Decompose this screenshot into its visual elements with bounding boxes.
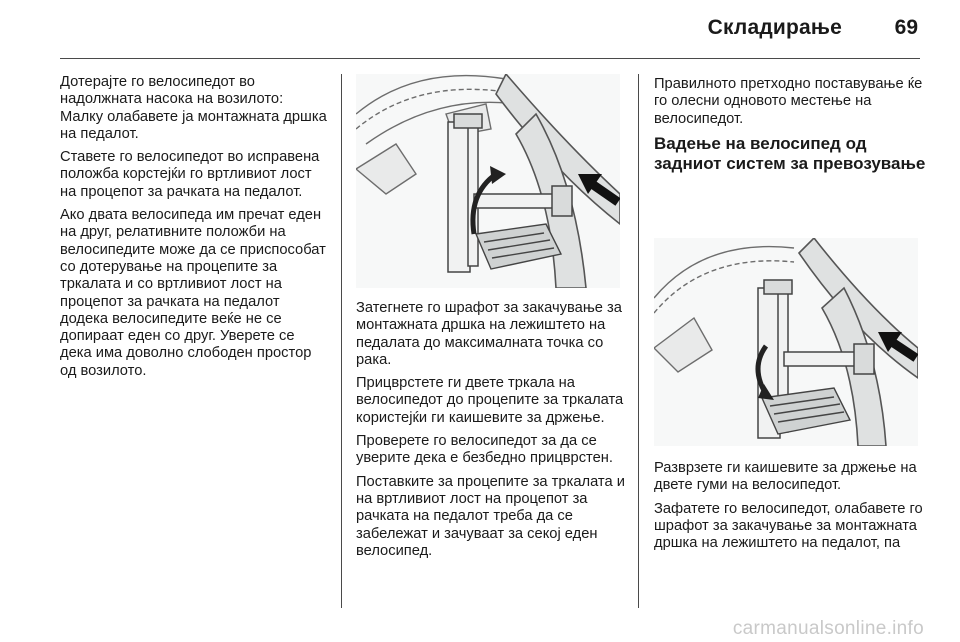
column-divider-2 <box>638 74 639 608</box>
paragraph: Разврзете ги каишевите за држење на двете гуми на велосипедот. <box>654 460 917 494</box>
text-column-3 <box>654 76 928 174</box>
section-heading: Вадење на велосипед од задниот систем за превозување <box>654 133 926 173</box>
paragraph: Поставките за процепите за тркалата и на вртливиот лост на процепот за рачката на педалот треба да се забележат и зачуваат за секој еден велосипед. <box>356 473 625 559</box>
paragraph: Зафатете го велосипедот, олабавете го шрафот за закачување за монтажната дршка на лежиштето на педалот, па <box>654 500 923 552</box>
watermark: carmanualsonline.info <box>732 618 924 639</box>
paragraph: Ако двата велосипеда им пречат еден на друг, релативните положби на велосипедите може да се приспособат со дотерување на процепите за тркалата и со вртливиот лост на процепот за рачката на педалот додека велосипедите веќе не се допираат еден со друг. Уверете се дека има доволно слободен простор од возилото. <box>60 207 326 379</box>
paragraph: Ставете го велосипедот во исправена положба корстејќи го вртливиот лост на процепот за рачката на педалот. <box>60 149 320 200</box>
page-title: Складирање <box>707 16 842 39</box>
text-column-1 <box>60 74 328 386</box>
column-divider-1 <box>341 74 342 608</box>
illustration-pedal-clamp-loosen <box>654 238 918 446</box>
page-number: 69 <box>894 16 918 39</box>
bike-pedal-mount-drawing <box>654 238 918 446</box>
header-divider <box>60 58 920 59</box>
paragraph: Прицврстете ги двете тркала на велосипедот до процепите за тркалата користејќи ги каишевите за држење. <box>356 375 624 426</box>
text-column-2 <box>356 300 628 566</box>
paragraph: Затегнете го шрафот за закачување за монтажната дршка на лежиштето на педалата до максималната точка со рака. <box>356 300 622 368</box>
paragraph: Правилното претходно поставување ќе го олесни одновото местење на велосипедот. <box>654 76 923 127</box>
text-column-3-continued <box>654 460 930 558</box>
illustration-pedal-clamp-tighten <box>356 74 620 288</box>
paragraph: Проверете го велосипедот за да се уверите дека е безбедно прицврстен. <box>356 433 613 467</box>
paragraph: Дотерајте го велосипедот во надолжната насока на возилото: Малку олабавете ја монтажната дршка на педалот. <box>60 74 327 142</box>
bike-pedal-mount-drawing <box>356 74 620 288</box>
